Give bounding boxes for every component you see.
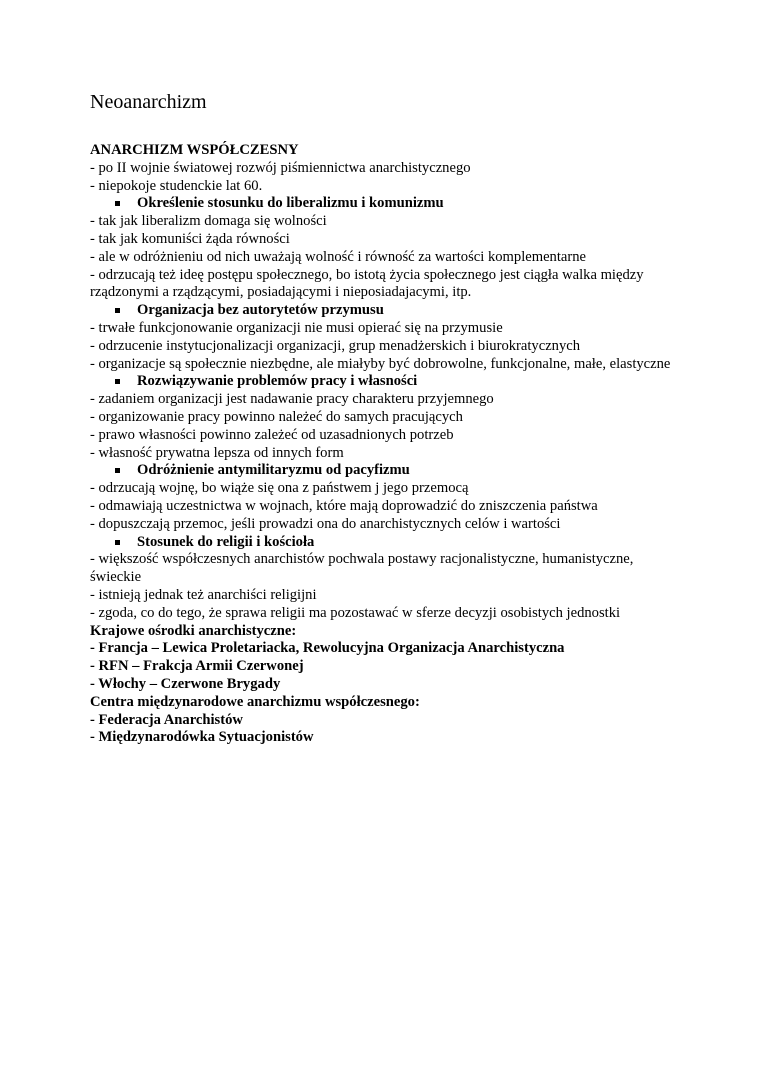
main-heading: ANARCHIZM WSPÓŁCZESNY	[90, 142, 299, 158]
national-center-item: - Włochy – Czerwone Brygady	[90, 675, 281, 692]
square-bullet-icon	[115, 468, 120, 473]
national-center-item: - Francja – Lewica Proletariacka, Rewolucyjna Organizacja Anarchistyczna	[90, 640, 565, 657]
section-line: - organizacje są społecznie niezbędne, ale miałyby być dobrowolne, funkcjonalne, małe, elastyczne	[90, 355, 671, 372]
section-title: Stosunek do religii i kościoła	[137, 533, 315, 550]
section-heading	[90, 534, 680, 552]
section-heading	[90, 373, 680, 391]
section-title: Odróżnienie antymilitaryzmu od pacyfizmu	[137, 462, 410, 479]
section-line: - zgoda, co do tego, że sprawa religii ma pozostawać w sferze decyzji osobistych jednostki	[90, 604, 621, 621]
section-line: - odmawiają uczestnictwa w wojnach, które mają doprowadzić do zniszczenia państwa	[90, 497, 598, 514]
square-bullet-icon	[115, 379, 120, 384]
national-centers-title: Krajowe ośrodki anarchistyczne:	[90, 622, 297, 639]
section-title: Organizacja bez autorytetów przymusu	[137, 302, 384, 319]
section-line: - prawo własności powinno zależeć od uzasadnionych potrzeb	[90, 426, 454, 443]
section-line: - ale w odróżnieniu od nich uważają wolność i równość za wartości komplementarne	[90, 248, 587, 265]
section-line: - zadaniem organizacji jest nadawanie pracy charakteru przyjemnego	[90, 391, 494, 408]
section-line: - odrzucają wojnę, bo wiąże się ona z państwem j jego przemocą	[90, 480, 469, 497]
section-line: - odrzucenie instytucjonalizacji organizacji, grup menadżerskich i biurokratycznych	[90, 337, 581, 354]
document-page	[90, 88, 680, 747]
section-title: Określenie stosunku do liberalizmu i komunizmu	[137, 195, 444, 212]
section-title: Rozwiązywanie problemów pracy i własności	[137, 373, 418, 390]
section-line: - tak jak liberalizm domaga się wolności	[90, 213, 327, 230]
intro-line: - niepokoje studenckie lat 60.	[90, 177, 263, 194]
section-line: - organizowanie pracy powinno należeć do samych pracujących	[90, 408, 463, 425]
international-center-item: - Federacja Anarchistów	[90, 711, 243, 728]
section-line: - własność prywatna lepsza od innych form	[90, 444, 344, 461]
national-center-item: - RFN – Frakcja Armii Czerwonej	[90, 658, 304, 675]
section-line: - dopuszczają przemoc, jeśli prowadzi ona do anarchistycznych celów i wartości	[90, 515, 561, 532]
section-heading	[90, 195, 680, 213]
section-line: - istnieją jednak też anarchiści religijni	[90, 586, 317, 603]
section-heading	[90, 462, 680, 480]
intro-line: - po II wojnie światowej rozwój piśmiennictwa anarchistycznego	[90, 159, 471, 176]
section-line: - odrzucają też ideę postępu społecznego, bo istotą życia społecznego jest ciągła walka między rządzonymi a rządzącymi, posiadającymi i nieposiadajacymi, itp.	[90, 266, 644, 301]
section-line: - tak jak komuniści żąda równości	[90, 230, 290, 247]
square-bullet-icon	[115, 201, 120, 206]
document-title: Neoanarchizm	[90, 91, 207, 113]
international-center-item: - Międzynarodówka Sytuacjonistów	[90, 729, 314, 746]
section-line: - większość współczesnych anarchistów pochwala postawy racjonalistyczne, humanistyczne, świeckie	[90, 551, 634, 586]
international-centers-title: Centra międzynarodowe anarchizmu współczesnego:	[90, 693, 420, 710]
square-bullet-icon	[115, 308, 120, 313]
section-line: - trwałe funkcjonowanie organizacji nie musi opierać się na przymusie	[90, 319, 503, 336]
section-heading	[90, 302, 680, 320]
square-bullet-icon	[115, 540, 120, 545]
